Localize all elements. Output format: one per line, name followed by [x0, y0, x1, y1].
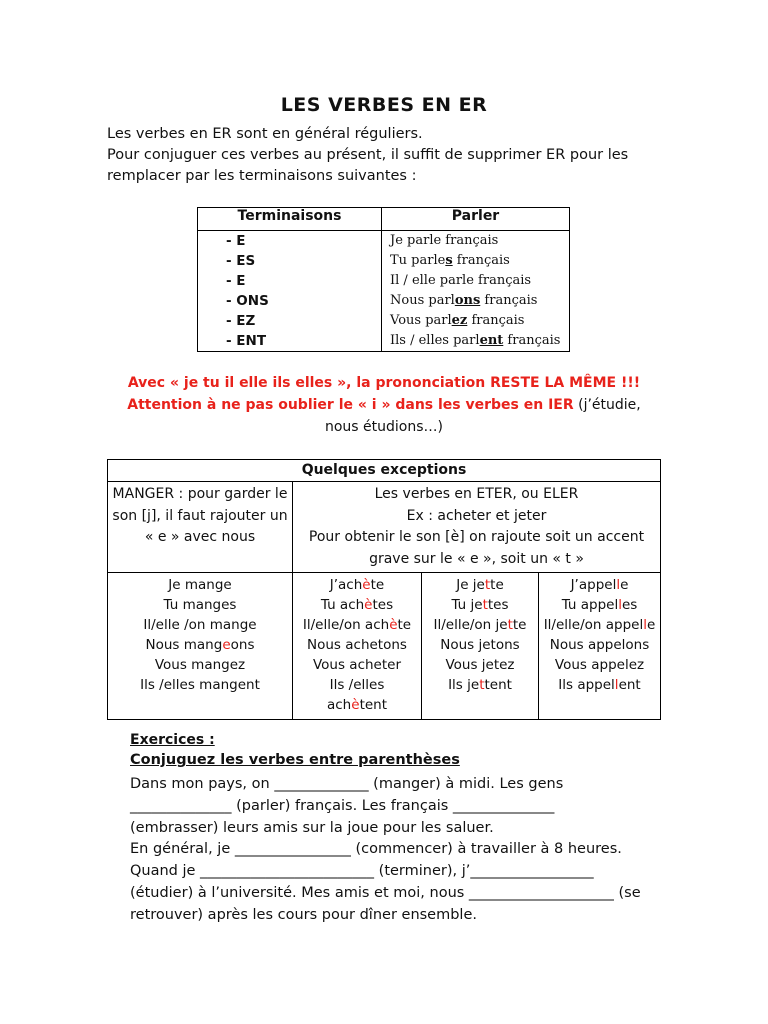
eter-eler-note	[293, 482, 661, 573]
conjugation-part: tes	[372, 597, 394, 613]
exercise-line: retrouver) après les cours pour dîner ensemble.	[130, 906, 477, 923]
exercises-heading: Exercices :	[130, 732, 215, 748]
warning-line: nous étudions…)	[324, 419, 443, 435]
ending-item: - ES	[226, 253, 256, 269]
exercise-line: Dans mon pays, on _____________ (manger) à midi. Les gens	[130, 776, 564, 792]
conjugation-line	[422, 575, 538, 595]
conjugation-line	[422, 615, 538, 635]
conjugation-stem: Ils / elles parl	[390, 333, 480, 348]
conjugation-part: Il/elle/on je	[433, 617, 508, 633]
conjugation-line	[293, 655, 421, 675]
conjugation-line	[108, 635, 292, 655]
conjugation-part: Il/elle /on mange	[143, 617, 257, 633]
conjugation-line	[422, 635, 538, 655]
highlighted-letter: è	[389, 617, 398, 633]
highlighted-letter: è	[362, 577, 371, 593]
conjugation-acheter	[293, 573, 422, 720]
ending-item: - E	[226, 273, 246, 289]
parler-conjugation	[382, 251, 569, 271]
conjugation-line	[422, 675, 538, 695]
highlighted-letter: l	[618, 597, 622, 613]
conjugation-part: Ils appel	[558, 677, 615, 693]
conjugation-part: ons	[230, 637, 255, 653]
highlighted-letter: è	[364, 597, 373, 613]
ending-item: - EZ	[226, 313, 256, 329]
exceptions-table	[107, 459, 661, 720]
conjugation-line	[539, 675, 660, 695]
parler-conjugation	[382, 291, 569, 311]
conjugation-part: tent	[484, 677, 512, 693]
conjugation-part: Nous appelons	[549, 637, 650, 653]
conjugation-manger	[108, 573, 293, 720]
conjugation-part: Tu appel	[561, 597, 619, 613]
conjugation-line	[108, 595, 292, 615]
warning-line: Avec « je tu il elle ils elles », la prononciation RESTE LA MÊME !!!	[127, 375, 641, 391]
conjugation-part: Ils je	[448, 677, 480, 693]
conjugation-appeler	[539, 573, 661, 720]
conjugation-part: Nous jetons	[440, 637, 520, 653]
conjugation-part: ach	[326, 697, 352, 713]
conjugation-line	[293, 615, 421, 635]
exercise-line: ______________ (parler) français. Les français ______________	[130, 797, 555, 814]
conjugation-line	[293, 695, 421, 715]
conjugation-part: Nous mang	[145, 637, 223, 653]
conjugation-stem: Tu parle	[390, 253, 446, 268]
highlighted-letter: l	[614, 677, 619, 693]
conjugation-line	[293, 675, 421, 695]
parler-conjugation	[382, 271, 569, 291]
parler-conjugation	[382, 311, 569, 331]
conjugation-ending: ez	[451, 313, 468, 328]
highlighted-letter: t	[479, 677, 485, 693]
conjugation-part: te	[397, 617, 412, 633]
page-title: LES VERBES EN ER	[280, 94, 488, 116]
conjugation-ending: ent	[479, 333, 504, 348]
conjugation-part: e	[620, 577, 629, 593]
ending-item: - E	[226, 233, 246, 249]
conjugation-rest: français	[503, 333, 561, 348]
conjugation-part: Il/elle/on appel	[543, 617, 644, 633]
conjugation-part: Vous appelez	[554, 657, 645, 673]
exercise-text	[130, 774, 690, 927]
conjugation-line	[293, 595, 421, 615]
ending-item: - ONS	[226, 293, 269, 309]
highlighted-letter: t	[507, 617, 513, 633]
exercise-instruction: Conjuguez les verbes entre parenthèses	[130, 752, 460, 768]
conjugation-part: Ils /elles	[329, 677, 385, 693]
parler-header: Parler	[382, 208, 570, 231]
conjugation-line	[539, 575, 660, 595]
highlighted-letter: è	[351, 697, 360, 713]
conjugation-part: J’appel	[570, 577, 617, 593]
conjugation-part: e	[646, 617, 656, 633]
intro-line: Les verbes en ER sont en général réguliers.	[107, 126, 423, 142]
conjugation-part: Tu je	[451, 597, 483, 613]
intro-paragraph	[107, 124, 667, 187]
highlighted-letter: l	[616, 577, 621, 593]
parler-conjugation	[382, 231, 569, 251]
conjugation-part: Il/elle/on ach	[302, 617, 390, 633]
conjugation-ending: ons	[454, 293, 481, 308]
conjugation-part: Je je	[456, 577, 485, 593]
conjugation-line	[108, 675, 292, 695]
highlighted-letter: l	[643, 617, 647, 633]
endings-column	[198, 231, 382, 352]
conjugation-part: Tu ach	[320, 597, 365, 613]
highlighted-letter: e	[222, 637, 231, 653]
endings-table	[197, 207, 570, 352]
conjugation-part: Ils /elles mangent	[140, 677, 260, 693]
conjugation-rest: français	[480, 293, 538, 308]
conjugation-jeter	[422, 573, 539, 720]
conjugation-rest: français	[452, 253, 510, 268]
conjugation-stem: Je parle français	[390, 233, 499, 248]
endings-header: Terminaisons	[198, 208, 382, 231]
conjugation-line	[108, 575, 292, 595]
warning-line	[0, 394, 768, 416]
conjugation-line	[422, 595, 538, 615]
conjugation-line	[539, 655, 660, 675]
conjugation-stem: Vous parl	[390, 313, 452, 328]
conjugation-part: te	[512, 617, 527, 633]
conjugation-part: es	[621, 597, 638, 613]
conjugation-stem: Il / elle parle français	[390, 273, 532, 288]
conjugation-line	[108, 655, 292, 675]
conjugation-part: tes	[487, 597, 509, 613]
parler-column	[382, 231, 570, 352]
conjugation-ending: s	[445, 253, 453, 268]
conjugation-part: Tu manges	[163, 597, 237, 613]
eter-note-line: Les verbes en ETER, ou ELER	[374, 486, 579, 502]
intro-line: remplacer par les terminaisons suivantes :	[107, 168, 417, 184]
conjugation-part: J’ach	[329, 577, 363, 593]
conjugation-part: Vous acheter	[312, 657, 402, 673]
highlighted-letter: t	[482, 597, 488, 613]
conjugation-line	[539, 635, 660, 655]
intro-line: Pour conjuguer ces verbes au présent, il suffit de supprimer ER pour les	[107, 147, 629, 163]
pronunciation-warning	[0, 372, 768, 438]
conjugation-part: Je mange	[168, 577, 232, 593]
conjugation-line	[422, 655, 538, 675]
conjugation-line	[293, 635, 421, 655]
conjugation-part: ent	[618, 677, 641, 693]
conjugation-part: tent	[359, 697, 388, 713]
exercise-line: Quand je ________________________ (terminer), j’_________________	[130, 863, 594, 880]
conjugation-rest: français	[467, 313, 525, 328]
conjugation-line	[293, 575, 421, 595]
eter-note-line: Ex : acheter et jeter	[406, 507, 547, 524]
exercise-line: En général, je ________________ (commencer) à travailler à 8 heures.	[130, 841, 622, 858]
exercise-line: (embrasser) leurs amis sur la joue pour les saluer.	[130, 819, 494, 836]
warning-ier: Attention à ne pas oublier le « i » dans les verbes en IER	[127, 397, 574, 413]
conjugation-part: Vous mangez	[154, 657, 246, 673]
conjugation-part: te	[370, 577, 385, 593]
ending-item: - ENT	[226, 333, 267, 349]
manger-note: MANGER : pour garder le son [j], il faut rajouter un « e » avec nous	[108, 482, 293, 573]
conjugation-part: Nous achetons	[307, 637, 407, 653]
conjugation-stem: Nous parl	[390, 293, 455, 308]
conjugation-part: te	[490, 577, 504, 593]
parler-conjugation	[382, 331, 569, 351]
highlighted-letter: t	[484, 577, 491, 593]
conjugation-line	[108, 615, 292, 635]
conjugation-line	[539, 615, 660, 635]
conjugation-part: Vous jetez	[445, 657, 515, 673]
warning-example: (j’étudie,	[573, 397, 641, 413]
eter-note-line: Pour obtenir le son [è] on rajoute soit un accent grave sur le « e », soit un « t »	[308, 529, 645, 567]
exercise-line: (étudier) à l’université. Mes amis et moi, nous ____________________ (se	[130, 884, 641, 901]
exceptions-header: Quelques exceptions	[108, 460, 661, 482]
conjugation-line	[539, 595, 660, 615]
